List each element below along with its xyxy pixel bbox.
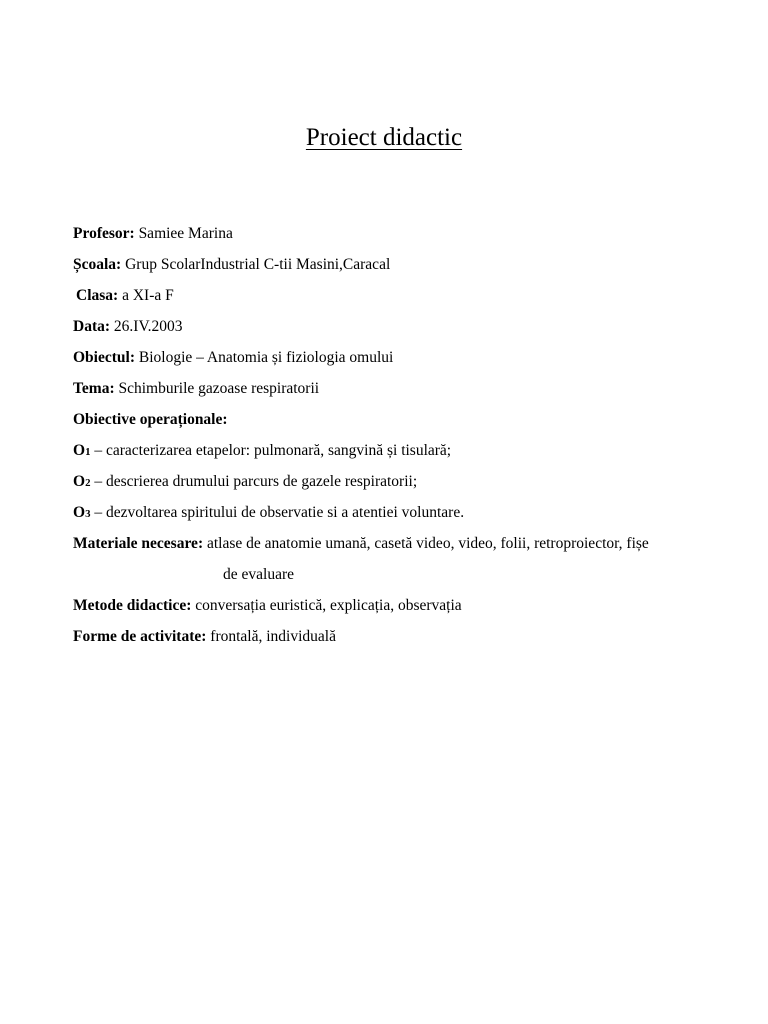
field-label: Metode didactice:: [73, 597, 192, 614]
field-value: de evaluare: [223, 566, 294, 583]
field-scoala: [73, 254, 743, 285]
field-forme: [73, 626, 743, 657]
field-metode: [73, 595, 743, 626]
field-value: atlase de anatomie umană, casetă video, video, folii, retroproiector, fișe: [206, 535, 649, 552]
field-label: Școala:: [73, 256, 122, 273]
field-profesor: [73, 223, 743, 254]
field-label: Materiale necesare:: [73, 535, 204, 552]
field-label: Obiectul:: [73, 349, 135, 366]
objective-letter: O: [73, 504, 86, 521]
objective-text: – descrierea drumului parcurs de gazele respiratorii;: [90, 473, 418, 490]
objective-letter: O: [73, 473, 86, 490]
document-body: [73, 223, 743, 657]
objective-number: 3: [85, 508, 91, 520]
field-materiale-continuation: [73, 564, 743, 595]
field-value: Biologie – Anatomia și fiziologia omului: [138, 349, 394, 366]
field-tema: [73, 378, 743, 409]
field-value: Grup ScolarIndustrial C-tii Masini,Caracal: [125, 256, 391, 273]
field-value: Samiee Marina: [138, 225, 233, 242]
field-label: Forme de activitate:: [73, 628, 207, 645]
objective-item: [73, 440, 743, 471]
field-label: Profesor:: [73, 225, 135, 242]
field-value: 26.IV.2003: [113, 318, 183, 335]
objective-text: – dezvoltarea spiritului de observatie si a atentiei voluntare.: [90, 504, 465, 521]
field-value: conversația euristică, explicația, observația: [195, 597, 462, 614]
objective-number: 1: [85, 446, 91, 458]
objective-item: [73, 471, 743, 502]
field-clasa: [73, 285, 743, 316]
objectives-heading: Obiective operaționale:: [73, 411, 228, 428]
objective-item: [73, 502, 743, 533]
field-label: Data:: [73, 318, 111, 335]
field-label: Tema:: [73, 380, 115, 397]
objective-text: – caracterizarea etapelor: pulmonară, sangvină și tisulară;: [90, 442, 452, 459]
field-materiale: [73, 533, 743, 564]
field-obiectul: [73, 347, 743, 378]
page-title: Proiect didactic: [305, 124, 463, 151]
field-label: Clasa:: [76, 287, 119, 304]
field-value: frontală, individuală: [210, 628, 336, 645]
objective-number: 2: [85, 477, 91, 489]
field-value: a XI-a F: [122, 287, 174, 304]
objective-letter: O: [73, 442, 86, 459]
field-value: Schimburile gazoase respiratorii: [118, 380, 320, 397]
field-data: [73, 316, 743, 347]
